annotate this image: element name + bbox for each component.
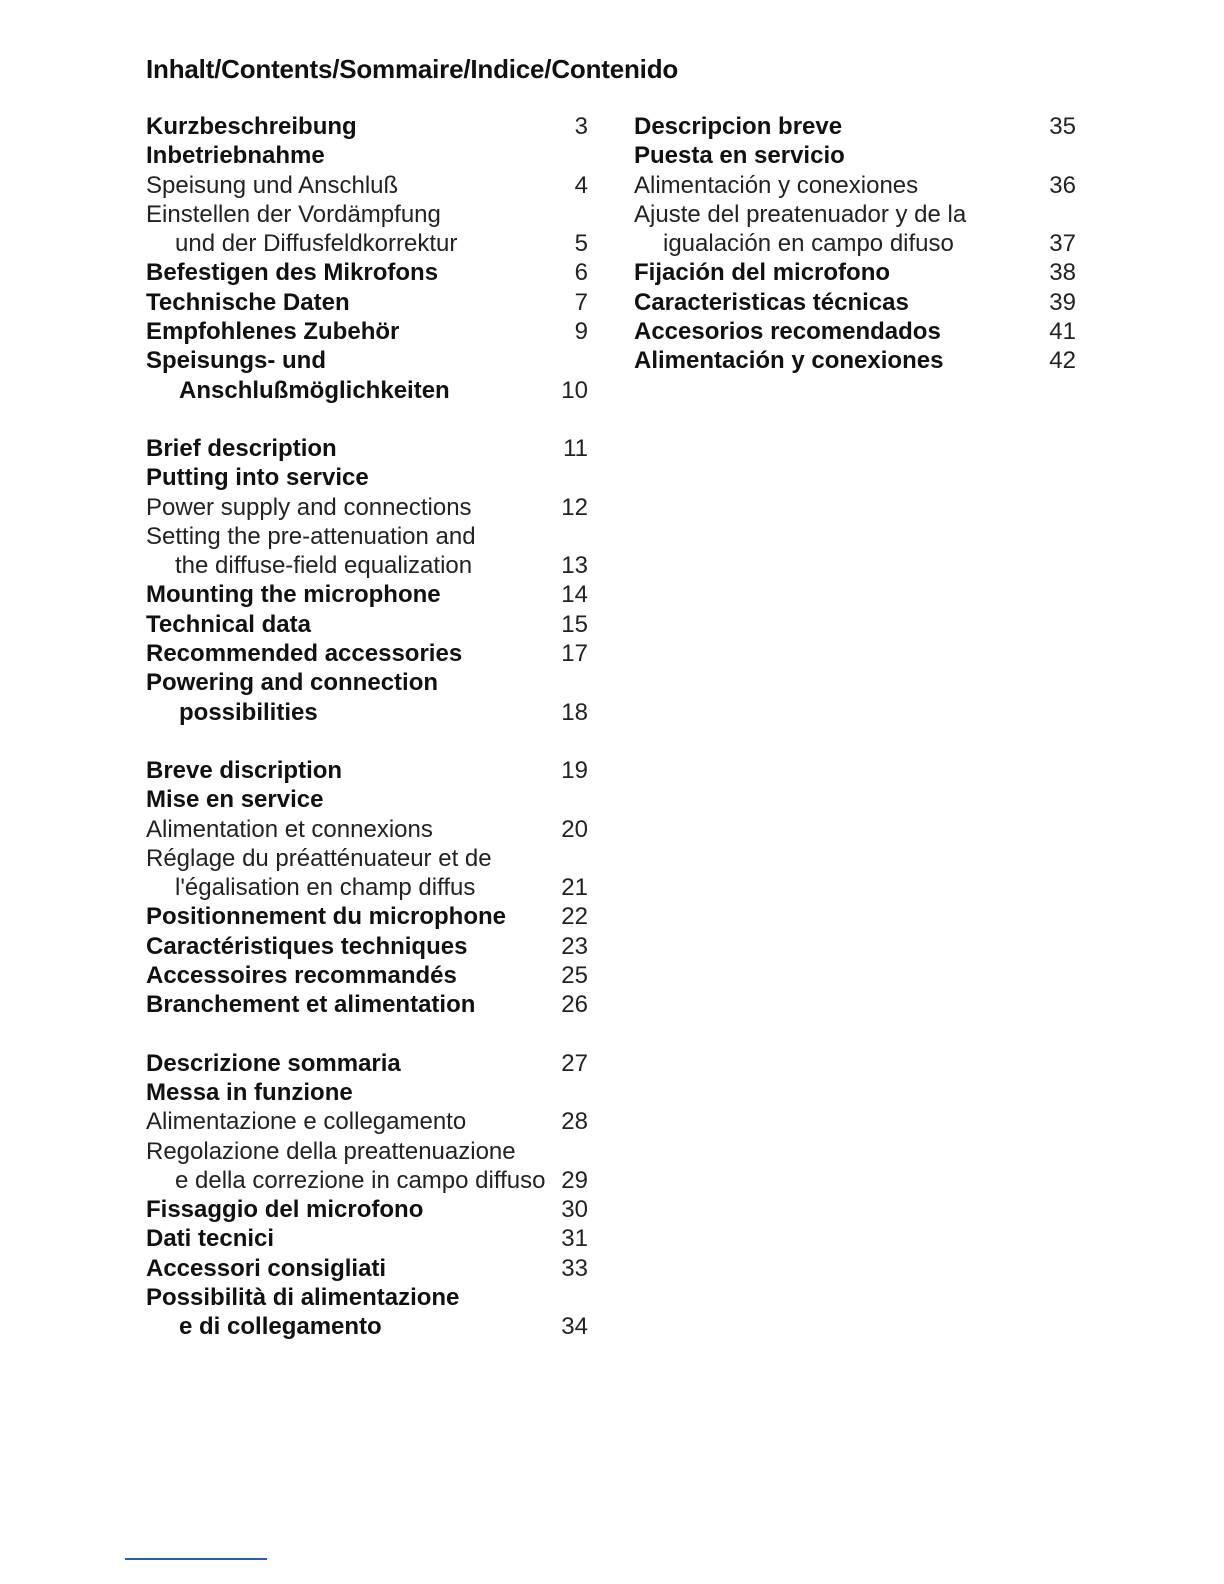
toc-entry[interactable] <box>146 376 596 405</box>
toc-entry[interactable] <box>634 258 1084 287</box>
toc-entry-title: l'égalisation en champ diffus <box>175 874 476 902</box>
toc-entry[interactable] <box>146 229 596 258</box>
toc-entry-title: Puesta en servicio <box>634 142 845 170</box>
toc-section-it <box>146 1049 596 1342</box>
toc-entry-title: Brief description <box>146 434 337 462</box>
toc-entry-title: Alimentazione e collegamento <box>146 1108 467 1136</box>
toc-entry-page-number: 19 <box>561 756 588 784</box>
toc-entry[interactable] <box>146 610 596 639</box>
toc-entry-page-number: 33 <box>561 1254 588 1282</box>
toc-entry-page-number: 18 <box>561 698 588 726</box>
toc-section-de <box>146 112 596 405</box>
toc-entry-page-number: 36 <box>1049 171 1076 199</box>
toc-entry-page-number: 30 <box>561 1196 588 1224</box>
toc-entry-page-number: 27 <box>561 1049 588 1077</box>
toc-entry[interactable] <box>634 112 1084 141</box>
toc-entry-title: Recommended accessories <box>146 640 463 668</box>
toc-entry-page-number: 4 <box>574 171 588 199</box>
toc-entry-page-number: 31 <box>561 1225 588 1253</box>
toc-entry-title: Power supply and connections <box>146 493 472 521</box>
toc-entry[interactable] <box>146 551 596 580</box>
toc-entry-page-number: 34 <box>561 1313 588 1341</box>
toc-entry-title: the diffuse-field equalization <box>175 552 473 580</box>
toc-entry[interactable] <box>146 932 596 961</box>
toc-entry-page-number: 20 <box>561 815 588 843</box>
toc-entry-title: Setting the pre-attenuation and <box>146 522 476 550</box>
toc-entry[interactable] <box>146 258 596 287</box>
toc-entry-page-number: 42 <box>1049 347 1076 375</box>
toc-entry[interactable] <box>146 1224 596 1253</box>
toc-entry-page-number: 15 <box>561 610 588 638</box>
toc-entry[interactable] <box>146 346 596 375</box>
toc-entry-title: Mise en service <box>146 786 324 814</box>
toc-entry[interactable] <box>146 317 596 346</box>
toc-entry-title: Descripcion breve <box>634 113 843 140</box>
toc-entry-title: Accessoires recommandés <box>146 962 457 990</box>
toc-entry-page-number: 22 <box>561 903 588 931</box>
toc-entry[interactable] <box>146 698 596 727</box>
toc-entry-title: igualación en campo difuso <box>663 230 954 258</box>
toc-entry-page-number: 26 <box>561 991 588 1019</box>
toc-right-column <box>634 112 1084 405</box>
toc-entry-page-number: 28 <box>561 1108 588 1136</box>
toc-entry[interactable] <box>146 1166 596 1195</box>
toc-entry-title: Dati tecnici <box>146 1225 275 1253</box>
toc-entry-title: Messa in funzione <box>146 1078 353 1106</box>
toc-entry-title: Inbetriebnahme <box>146 142 325 170</box>
toc-entry-page-number: 37 <box>1049 230 1076 258</box>
toc-entry[interactable] <box>146 990 596 1019</box>
toc-entry[interactable] <box>634 141 1084 170</box>
toc-entry-title: und der Diffusfeldkorrektur <box>175 230 458 258</box>
toc-entry-title: Fissaggio del microfono <box>146 1196 424 1224</box>
toc-entry-title: Powering and connection <box>146 669 439 697</box>
toc-entry-page-number: 12 <box>561 493 588 521</box>
page-title: Inhalt/Contents/Sommaire/Indice/Contenido <box>146 54 679 84</box>
toc-entry[interactable] <box>146 141 596 170</box>
toc-entry-page-number: 6 <box>574 259 588 287</box>
toc-entry[interactable] <box>146 434 596 463</box>
toc-entry-page-number: 7 <box>574 288 588 316</box>
toc-entry-title: Ajuste del preatenuador y de la <box>634 200 967 228</box>
toc-entry[interactable] <box>146 902 596 931</box>
toc-entry-page-number: 14 <box>561 581 588 609</box>
toc-entry[interactable] <box>634 317 1084 346</box>
toc-entry[interactable] <box>634 346 1084 375</box>
toc-entry[interactable] <box>146 785 596 814</box>
toc-entry-title: Empfohlenes Zubehör <box>146 318 400 346</box>
toc-entry-page-number: 9 <box>574 318 588 346</box>
toc-entry-title: Réglage du préatténuateur et de <box>146 844 492 872</box>
toc-entry[interactable] <box>634 288 1084 317</box>
toc-entry-page-number: 11 <box>563 434 588 462</box>
toc-section-en <box>146 434 596 727</box>
toc-entry[interactable] <box>146 1049 596 1078</box>
toc-entry-title: Possibilità di alimentazione <box>146 1283 460 1311</box>
toc-entry-title: Anschlußmöglichkeiten <box>179 376 450 404</box>
toc-entry[interactable] <box>634 200 1084 229</box>
toc-entry[interactable] <box>146 844 596 873</box>
toc-entry[interactable] <box>634 229 1084 258</box>
toc-section-es <box>634 112 1084 376</box>
toc-entry-page-number: 13 <box>561 552 588 580</box>
toc-entry-title: Regolazione della preattenuazione <box>146 1137 516 1165</box>
toc-entry-page-number: 23 <box>561 932 588 960</box>
toc-entry-title: Einstellen der Vordämpfung <box>146 200 441 228</box>
toc-entry-title: Breve discription <box>146 756 343 784</box>
toc-entry-title: e di collegamento <box>179 1313 382 1341</box>
toc-entry-page-number: 39 <box>1049 288 1076 316</box>
toc-entry[interactable] <box>146 1078 596 1107</box>
toc-entry[interactable] <box>146 639 596 668</box>
footer-rule <box>125 1558 267 1560</box>
toc-left-column <box>146 112 596 1371</box>
toc-entry-page-number: 21 <box>561 874 588 902</box>
toc-entry[interactable] <box>146 1312 596 1341</box>
toc-entry-title: Alimentación y conexiones <box>634 171 919 199</box>
toc-entry-title: Putting into service <box>146 464 369 492</box>
toc-entry-title: Alimentación y conexiones <box>634 347 944 375</box>
toc-entry-title: Branchement et alimentation <box>146 991 476 1019</box>
toc-entry[interactable] <box>146 668 596 697</box>
toc-entry[interactable] <box>146 873 596 902</box>
toc-entry[interactable] <box>146 171 596 200</box>
toc-entry-page-number: 35 <box>1049 113 1076 140</box>
toc-entry-title: possibilities <box>179 698 318 726</box>
toc-entry[interactable] <box>146 815 596 844</box>
toc-entry-title: Accessori consigliati <box>146 1254 387 1282</box>
toc-entry-title: Fijación del microfono <box>634 259 891 287</box>
toc-entry-title: Befestigen des Mikrofons <box>146 259 439 287</box>
toc-entry-title: Technical data <box>146 610 311 638</box>
toc-entry[interactable] <box>146 961 596 990</box>
toc-entry-title: Technische Daten <box>146 288 350 316</box>
toc-entry-page-number: 17 <box>561 640 588 668</box>
toc-entry-title: Alimentation et connexions <box>146 815 433 843</box>
toc-entry-title: Speisung und Anschluß <box>146 171 399 199</box>
toc-entry[interactable] <box>146 1137 596 1166</box>
toc-entry-title: Descrizione sommaria <box>146 1049 401 1077</box>
toc-entry[interactable] <box>146 756 596 785</box>
toc-entry-title: Accesorios recomendados <box>634 318 941 346</box>
toc-entry[interactable] <box>146 200 596 229</box>
toc-entry[interactable] <box>146 288 596 317</box>
toc-entry-page-number: 41 <box>1049 318 1076 346</box>
toc-entry-title: e della correzione in campo diffuso <box>175 1166 546 1194</box>
toc-entry[interactable] <box>146 1107 596 1136</box>
toc-entry-title: Positionnement du microphone <box>146 903 507 931</box>
toc-entry-title: Mounting the microphone <box>146 581 441 609</box>
toc-entry[interactable] <box>146 493 596 522</box>
toc-entry[interactable] <box>146 112 596 141</box>
toc-entry[interactable] <box>146 1195 596 1224</box>
toc-entry-page-number: 29 <box>561 1166 588 1194</box>
toc-entry[interactable] <box>146 463 596 492</box>
toc-section-fr <box>146 756 596 1020</box>
toc-entry[interactable] <box>146 580 596 609</box>
toc-entry-title: Speisungs- und <box>146 347 326 375</box>
toc-entry-page-number: 25 <box>561 962 588 990</box>
toc-entry-page-number: 5 <box>574 230 588 258</box>
toc-entry-title: Kurzbeschreibung <box>146 113 357 140</box>
toc-entry-page-number: 38 <box>1049 259 1076 287</box>
toc-entry[interactable] <box>146 522 596 551</box>
toc-entry-page-number: 3 <box>574 113 588 140</box>
toc-entry-title: Caractéristiques techniques <box>146 932 468 960</box>
toc-entry-title: Caracteristicas técnicas <box>634 288 909 316</box>
toc-entry[interactable] <box>634 171 1084 200</box>
toc-entry[interactable] <box>146 1283 596 1312</box>
toc-entry[interactable] <box>146 1254 596 1283</box>
toc-entry-page-number: 10 <box>561 376 588 404</box>
